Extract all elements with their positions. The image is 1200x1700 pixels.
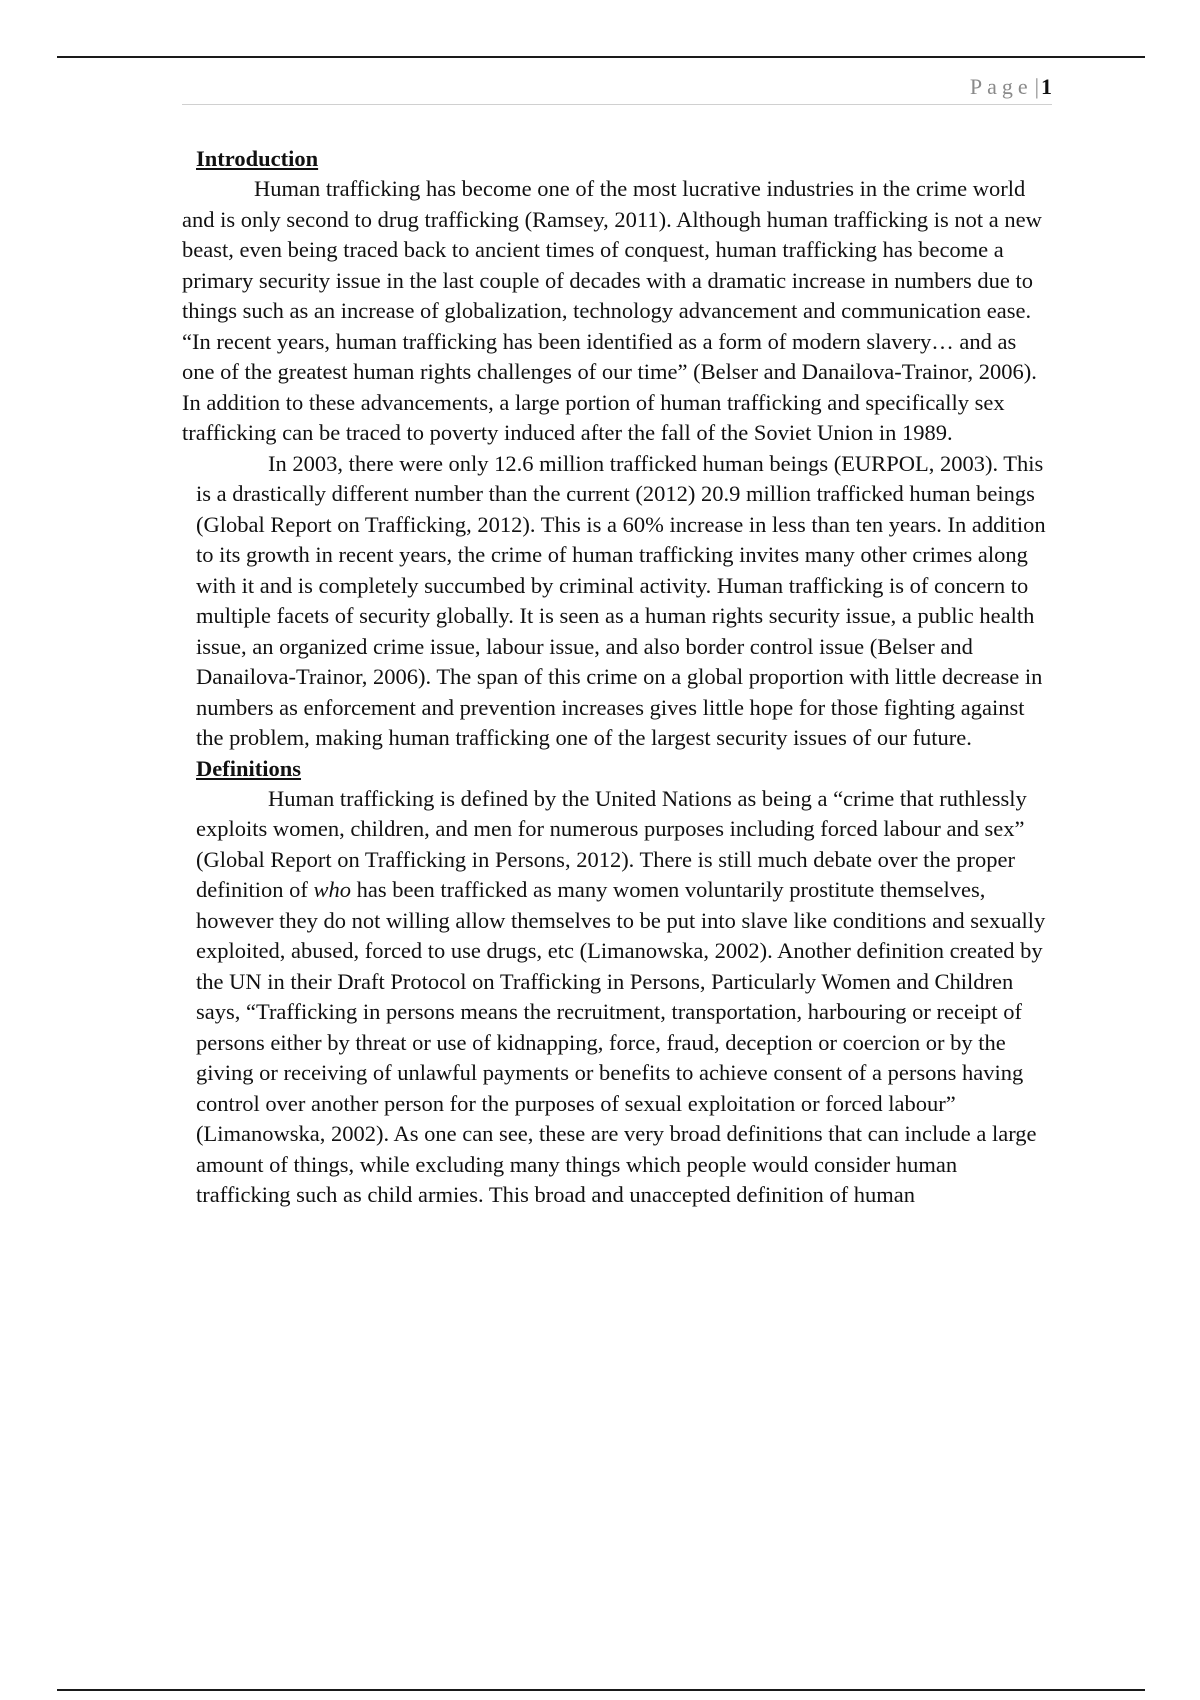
page-number: 1 (1041, 74, 1052, 99)
page-label: Page (969, 74, 1033, 99)
definitions-italic-who: who (313, 877, 351, 902)
page-header (182, 70, 1052, 105)
definitions-text-end: has been trafficked as many women voluntarily prostitute themselves, however they do not willing allow themselves to be put into slave like conditions and sexually exploited, abused, forced to use drugs, etc (Limanowska, 2002). Another definition created by the UN in their Draft Protocol on Trafficking in Persons, Particularly Women and Children says, “Trafficking in persons means the recruitment, transportation, harbouring or receipt of persons either by threat or use of kidnapping, force, fraud, deception or coercion or by the giving or receiving of unlawful payments or benefits to achieve consent of a persons having control over another person for the purposes of sexual exploitation or forced labour” (Limanowska, 2002). As one can see, these are very broad definitions that can include a large amount of things, while excluding many things which people would consider human trafficking such as child armies. This broad and unaccepted definition of human (196, 877, 1046, 1207)
document-body (182, 144, 1048, 1211)
page-separator: | (1034, 74, 1039, 99)
introduction-heading: Introduction (196, 146, 319, 171)
definitions-heading: Definitions (196, 755, 302, 781)
definitions-paragraph-1 (196, 784, 1048, 1211)
introduction-paragraph-1: Human trafficking has become one of the most lucrative industries in the crime world and is only second to drug trafficking (Ramsey, 2011). Although human trafficking is not a new beast, even being traced back to ancient times of conquest, human trafficking has become a primary security issue in the last couple of decades with a dramatic increase in numbers due to things such as an increase of globalization, technology advancement and communication ease. “In recent years, human trafficking has been identified as a form of modern slavery… and as one of the greatest human rights challenges of our time” (Belser and Danailova-Trainor, 2006). In addition to these advancements, a large portion of human trafficking and specifically sex trafficking can be traced to poverty induced after the fall of the Soviet Union in 1989. (182, 176, 1042, 445)
bottom-rule (57, 1689, 1145, 1691)
definitions-text-start: Human trafficking is defined by the United Nations as being a “crime that ruthlessly exploits women, children, and men for numerous purposes including forced labour and sex” (Global Report on Trafficking in Persons, 2012). There is still much debate over the proper definition of (196, 785, 1027, 902)
top-rule (57, 56, 1145, 58)
introduction-paragraph-2: In 2003, there were only 12.6 million trafficked human beings (EURPOL, 2003). This is a drastically different number than the current (2012) 20.9 million trafficked human beings (Global Report on Trafficking, 2012). This is a 60% increase in less than ten years. In addition to its growth in recent years, the crime of human trafficking invites many other crimes along with it and is completely succumbed by criminal activity. Human trafficking is of concern to multiple facets of security globally. It is seen as a human rights security issue, a public health issue, an organized crime issue, labour issue, and also border control issue (Belser and Danailova-Trainor, 2006). The span of this crime on a global proportion with little decrease in numbers as enforcement and prevention increases gives little hope for those fighting against the problem, making human trafficking one of the largest security issues of our future. (196, 450, 1046, 750)
